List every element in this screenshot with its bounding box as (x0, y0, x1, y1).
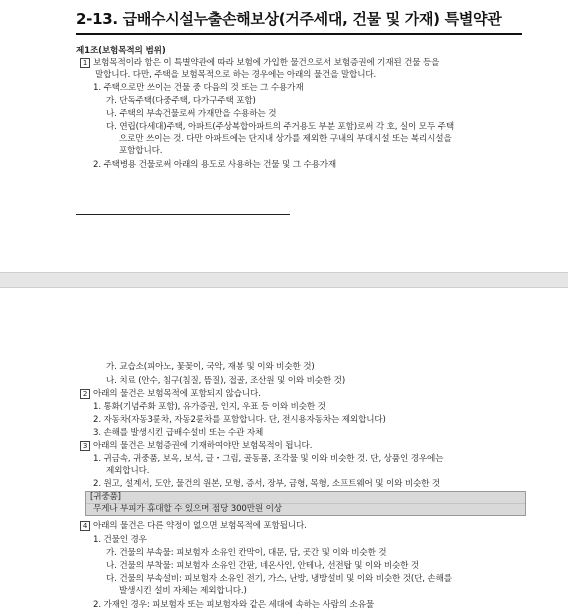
page-break (0, 272, 568, 288)
clause-2-item-2: 2. 자동차(자동3륜차, 자동2륜차를 포함합니다. 단, 전시용자동차는 제외합니다) (93, 415, 386, 425)
title-underline (76, 33, 522, 35)
clause-4 (80, 521, 307, 532)
clause-3-item-2: 2. 원고, 설계서, 도안, 물건의 원본, 모형, 증서, 장부, 금형, 목형, 소프트웨어 및 이와 비슷한 것 (93, 479, 441, 489)
clause-text: 아래의 물건은 다른 약정이 없으면 보험목적에 포함됩니다. (93, 521, 307, 531)
clause-4-item-1-na: 나. 건물의 부착물: 피보험자 소유인 간판, 네온사인, 안테나, 선전탑 및 이와 비슷한 것 (106, 561, 420, 571)
clause-number-box: 1 (80, 58, 90, 68)
item-1-na: 나. 주택의 부속건물로써 가재만을 수용하는 것 (106, 109, 277, 119)
item-2: 2. 주택병용 건물로써 아래의 용도로 사용하는 건물 및 그 수용가재 (93, 160, 337, 170)
clause-4-item-1: 1. 건물인 경우 (93, 535, 147, 545)
item-1-ga: 가. 단독주택(다중주택, 다가구주택 포함) (106, 96, 256, 106)
note-body: 무게나 부피가 휴대할 수 있으며 점당 300만원 이상 (93, 504, 282, 514)
clause-3-item-1-cont: 제외합니다. (106, 466, 150, 476)
clause-2-item-1: 1. 통화(기념주화 포함), 유가증권, 인지, 우표 등 이와 비슷한 것 (93, 402, 326, 412)
item-1-da-cont2: 포함합니다. (119, 146, 163, 156)
clause-number-box: 4 (80, 521, 90, 531)
clause-2 (80, 389, 261, 400)
clause-text: 아래의 물건은 보험증권에 기재하여야만 보험목적이 됩니다. (93, 441, 313, 451)
page-title: 2-13. 급배수시설누출손해보상(거주세대, 건물 및 가재) 특별약관 (76, 10, 502, 28)
item-1-da: 다. 연립(다세대)주택, 아파트(주상복합아파트의 주거용도 부분 포함)로써 각 호, 실이 모두 주택 (106, 122, 454, 132)
clause-1-cont: 말합니다. 다만, 주택을 보험목적으로 하는 경우에는 아래의 물건을 말합니다. (95, 70, 377, 80)
clause-number-box: 3 (80, 441, 90, 451)
clause-1 (80, 58, 439, 69)
clause-text: 보험목적이라 함은 이 특별약관에 따라 보험에 가입한 물건으로서 보험증권에 기재된 건물 등을 (93, 58, 440, 68)
clause-4-item-1-ga: 가. 건물의 부속물: 피보험자 소유인 칸막이, 대문, 담, 곳간 및 이와 비슷한 것 (106, 548, 387, 558)
clause-3 (80, 441, 312, 452)
clause-number-box: 2 (80, 389, 90, 399)
clause-3-item-1: 1. 귀금속, 귀중품, 보옥, 보석, 글・그림, 골동품, 조각물 및 이와 비슷한 것. 단, 상품인 경우에는 (93, 454, 444, 464)
item-2-na: 나. 치료 (안수, 침구(침질, 뜸질), 접골, 조산원 및 이와 비슷한 것) (106, 376, 346, 386)
item-1-da-cont: 으로만 쓰이는 것. 다만 아파트에는 단지내 상가를 제외한 구내의 부대시설 또는 복리시설을 (119, 134, 452, 144)
footnote-separator (76, 214, 290, 215)
clause-4-item-1-da: 다. 건물의 부속설비: 피보험자 소유인 전기, 가스, 난방, 냉방설비 및 이와 비슷한 것(단, 손해를 (106, 574, 452, 584)
clause-text: 아래의 물건은 보험목적에 포함되지 않습니다. (93, 389, 261, 399)
clause-4-item-1-da-cont: 발생시킨 설비 자체는 제외합니다.) (119, 586, 247, 596)
clause-2-item-3: 3. 손해를 발생시킨 급배수설비 또는 수관 자체 (93, 428, 264, 438)
article-heading: 제1조(보험목적의 범위) (76, 46, 166, 56)
clause-4-item-2: 2. 가재인 경우: 피보험자 또는 피보험자와 같은 세대에 속하는 사람의 소유물 (93, 600, 375, 610)
item-1: 1. 주택으로만 쓰이는 건물 중 다음의 것 또는 그 수용가재 (93, 83, 304, 93)
item-2-ga: 가. 교습소(피아노, 꽃꽂이, 국악, 재봉 및 이와 비슷한 것) (106, 362, 315, 372)
note-title: [귀중품] (90, 492, 121, 502)
document-page-1 (0, 0, 568, 272)
